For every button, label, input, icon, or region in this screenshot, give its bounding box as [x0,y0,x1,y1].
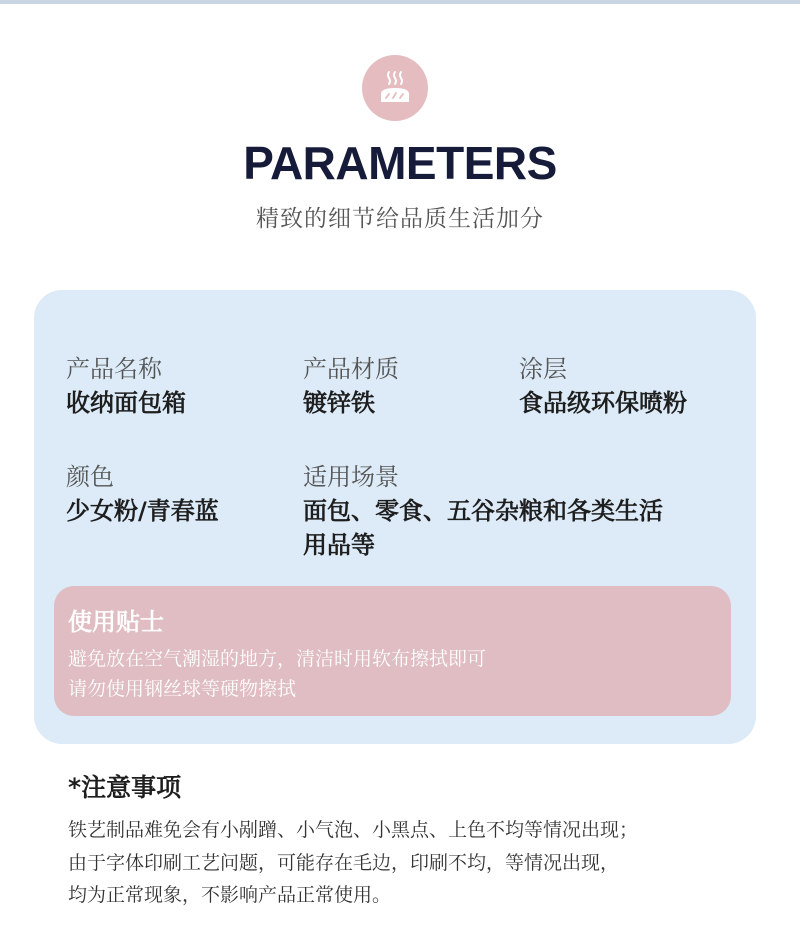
param-label: 涂层 [519,355,567,383]
page-subtitle: 精致的细节给品质生活加分 [256,206,544,232]
param-label: 产品材质 [303,355,399,383]
param-value: 收纳面包箱 [66,389,186,417]
page-title: PARAMETERS [243,137,557,189]
note-line: 由于字体印刷工艺问题，可能存在毛边，印刷不均，等情况出现， [68,852,620,874]
param-coating [519,352,687,420]
param-color [66,460,219,528]
note-line: 铁艺制品难免会有小剐蹭、小气泡、小黑点、上色不均等情况出现； [68,819,639,841]
param-value: 面包、零食、五谷杂粮和各类生活用品等 [303,497,663,559]
tips-title: 使用贴士 [68,608,164,636]
param-material [303,352,399,420]
top-divider [0,0,800,4]
tips-line: 避免放在空气潮湿的地方，清洁时用软布擦拭即可 [68,648,487,670]
notes-title: *注意事项 [68,773,182,802]
param-value: 少女粉/青春蓝 [66,497,219,525]
parameters-card [34,290,756,744]
usage-tips-box [54,586,731,716]
param-label: 产品名称 [66,355,162,383]
param-label: 适用场景 [303,463,399,491]
tips-line: 请勿使用钢丝球等硬物擦拭 [68,678,297,700]
bread-icon [362,55,428,121]
note-line: 均为正常现象，不影响产品正常使用。 [68,884,392,906]
param-usage [303,460,683,562]
param-label: 颜色 [66,463,114,491]
param-product-name [66,352,186,420]
param-value: 镀锌铁 [303,389,375,417]
param-value: 食品级环保喷粉 [519,389,687,417]
